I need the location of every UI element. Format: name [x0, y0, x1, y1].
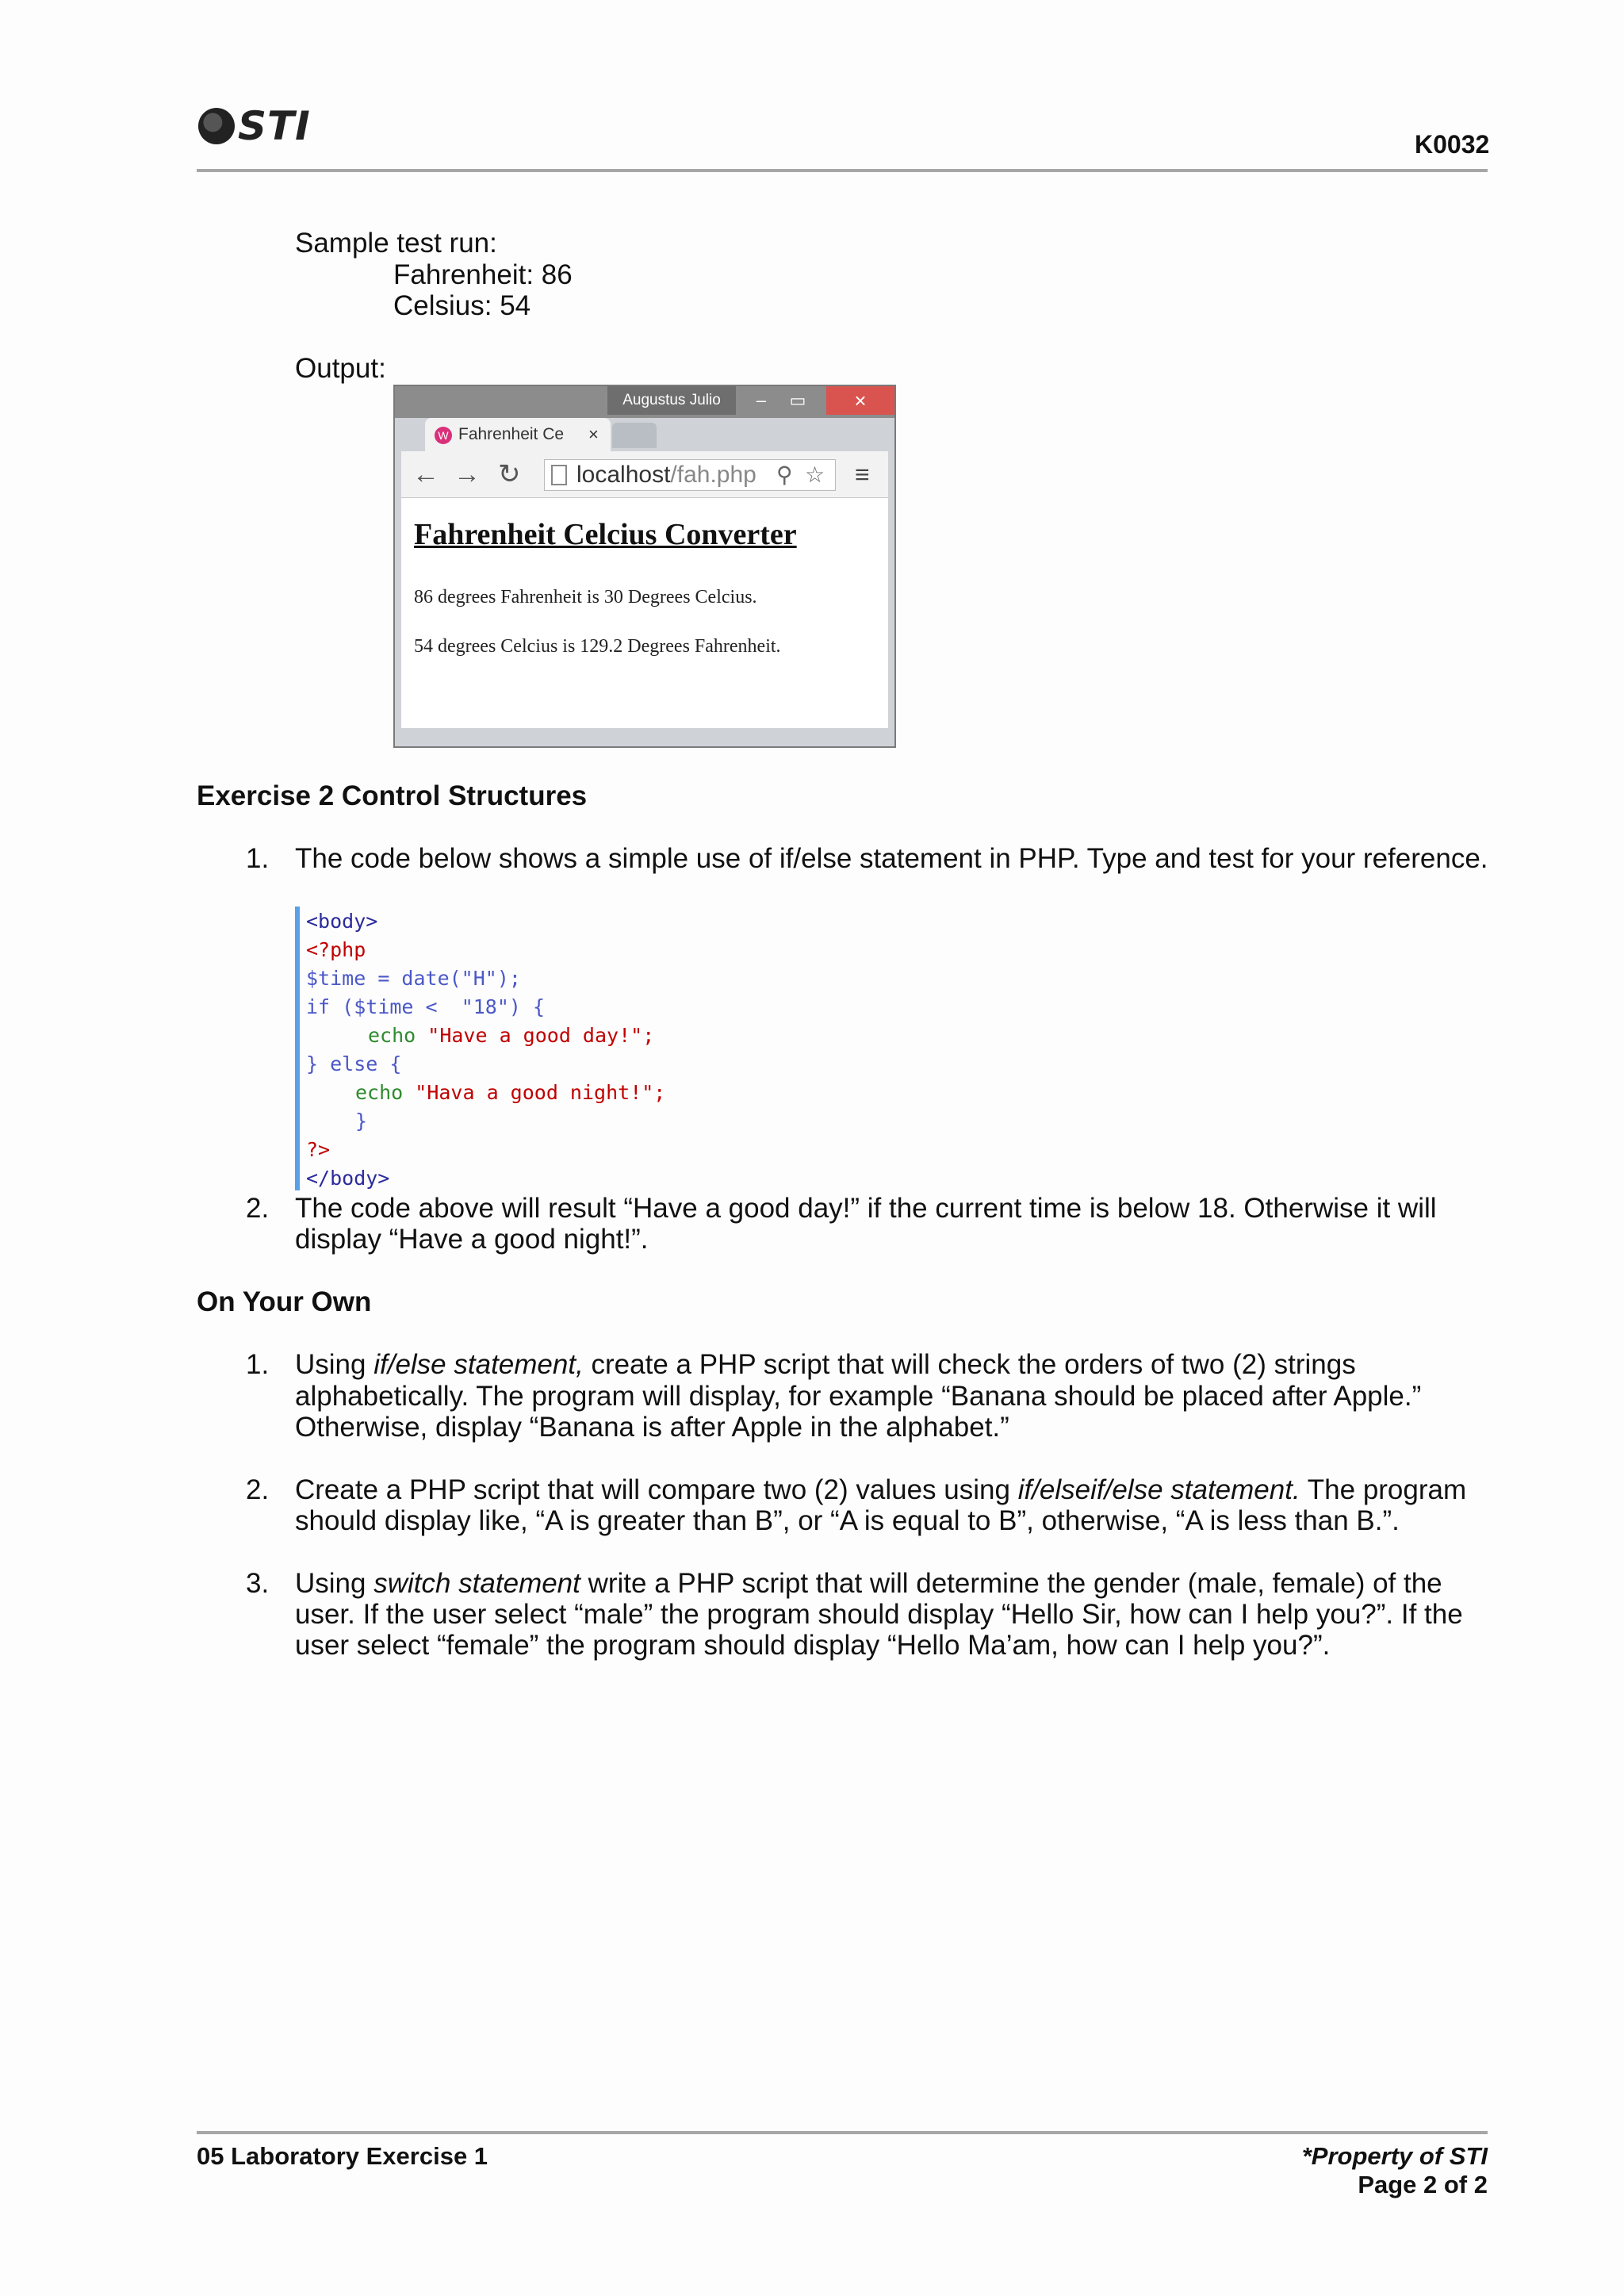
oyo-item1-line1: Using if/else statement, create a PHP script that will check the orders of two (2) strings: [295, 1349, 1356, 1380]
oyo-item1-line3: Otherwise, display “Banana is after Apple in the alphabet.”: [295, 1412, 1009, 1443]
exercise2-title: Exercise 2 Control Structures: [197, 780, 588, 811]
menu-icon: ≡: [855, 460, 870, 489]
header-rule: [197, 169, 1488, 172]
oyo-item3-num: 3.: [246, 1568, 270, 1599]
browser-toolbar: [401, 451, 888, 498]
sample-fahrenheit: Fahrenheit: 86: [393, 259, 573, 290]
oyo-item1-num: 1.: [246, 1349, 270, 1380]
forward-icon: →: [454, 459, 481, 489]
star-icon: ☆: [805, 462, 825, 487]
oyo-item3-line2: user. If the user select “male” the program should display “Hello Sir, how can I help you?”. If the: [295, 1599, 1463, 1630]
page-icon: [551, 465, 567, 485]
favicon-icon: W: [435, 427, 452, 444]
browser-titlebar: [395, 386, 894, 418]
footer-rule: [197, 2131, 1488, 2134]
footer-property: *Property of STI: [1301, 2142, 1488, 2170]
oyo-item1-line2: alphabetically. The program will display, for example “Banana should be placed after Apple.”: [295, 1381, 1422, 1412]
ex2-item2-line2: display “Have a good night!”.: [295, 1224, 649, 1255]
footer-page-number: Page 2 of 2: [1358, 2171, 1488, 2198]
browser-screenshot: [393, 385, 896, 748]
doc-code: K0032: [1415, 130, 1490, 159]
ex2-item2-line1: The code above will result “Have a good day!” if the current time is below 18. Otherwise it will: [295, 1193, 1437, 1224]
result-line-2: 54 degrees Celcius is 129.2 Degrees Fahrenheit.: [414, 636, 781, 657]
oyo-item2-line2: should display like, “A is greater than B”, or “A is equal to B”, otherwise, “A is less than B.”.: [295, 1505, 1400, 1536]
page-heading: Fahrenheit Celcius Converter: [414, 518, 797, 551]
code-line: echo "Hava a good night!";: [355, 1081, 666, 1104]
code-line: if ($time < "18") {: [306, 995, 546, 1018]
url-bar: [544, 459, 836, 491]
close-icon: ×: [826, 386, 894, 415]
oyo-item2-line1: Create a PHP script that will compare two (2) values using if/elseif/else statement. The program: [295, 1474, 1467, 1505]
new-tab-icon: [612, 423, 657, 448]
reload-icon: ↻: [498, 459, 521, 489]
maximize-icon: ▭: [789, 390, 806, 410]
sample-celsius: Celsius: 54: [393, 290, 531, 321]
oyo-item2-num: 2.: [246, 1474, 270, 1505]
url-host: localhost: [576, 462, 671, 488]
code-line: } else {: [306, 1052, 402, 1075]
minimize-icon: ‒: [756, 390, 767, 410]
code-line: </body>: [306, 1167, 390, 1190]
ex2-item1-num: 1.: [246, 843, 270, 874]
oyo-item3-line1: Using switch statement write a PHP script that will determine the gender (male, female) of the: [295, 1568, 1442, 1599]
tab-title: Fahrenheit Ce: [458, 425, 565, 443]
search-icon: ⚲: [776, 462, 793, 487]
code-line: <body>: [306, 910, 378, 933]
globe-icon: [198, 108, 235, 144]
oyo-item3-line3: user select “female” the program should display “Hello Ma’am, how can I help you?”.: [295, 1630, 1331, 1661]
result-line-1: 86 degrees Fahrenheit is 30 Degrees Celcius.: [414, 587, 757, 608]
browser-page: [401, 498, 888, 728]
code-bar: [295, 907, 300, 1190]
output-label: Output:: [295, 353, 386, 384]
sti-logo: STI: [198, 103, 311, 149]
on-your-own-title: On Your Own: [197, 1286, 372, 1317]
browser-tab: [425, 418, 611, 451]
sample-label: Sample test run:: [295, 228, 497, 259]
ex2-item1-text: The code below shows a simple use of if/else statement in PHP. Type and test for your reference.: [295, 843, 1488, 874]
user-badge: Augustus Julio: [607, 386, 736, 415]
footer-left: 05 Laboratory Exercise 1: [197, 2142, 488, 2170]
code-line: <?php: [306, 938, 366, 961]
code-line: echo "Have a good day!";: [368, 1024, 655, 1047]
tab-close-icon: ×: [588, 424, 599, 444]
ex2-item2-num: 2.: [246, 1193, 270, 1224]
code-line: $time = date("H");: [306, 967, 521, 990]
url-path: /fah.php: [670, 462, 756, 488]
back-icon: ←: [412, 459, 439, 489]
code-line: ?>: [306, 1138, 331, 1161]
code-line: }: [355, 1110, 368, 1133]
